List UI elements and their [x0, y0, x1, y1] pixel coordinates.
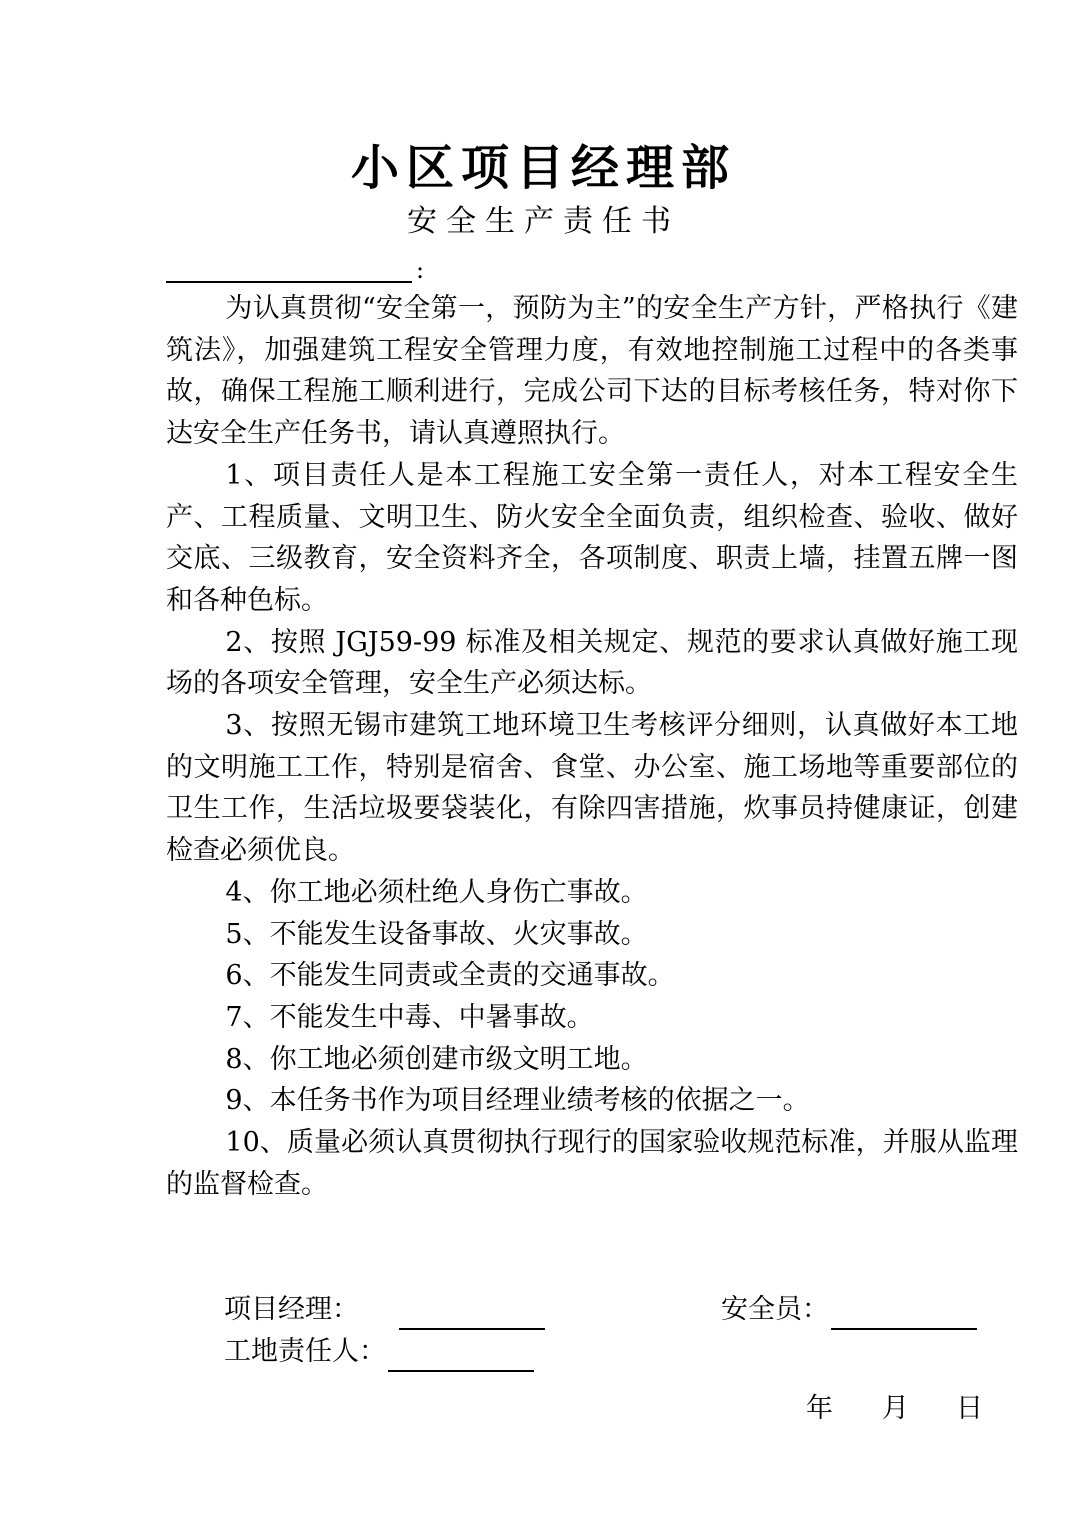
intro-paragraph: 为认真贯彻“安全第一，预防为主”的安全生产方针，严格执行《建筑法》，加强建筑工程安全管理力度，有效地控制施工过程中的各类事故，确保工程施工顺利进行，完成公司下达的目标考核任务，特对你下达安全生产任务书，请认真遵照执行。: [166, 293, 1018, 450]
project-manager-signature-line: [399, 1298, 545, 1330]
site-leader-label: 工地责任人：: [224, 1336, 386, 1367]
clause-5: 5、不能发生设备事故、火灾事故。: [225, 918, 648, 950]
clause-8: 8、你工地必须创建市级文明工地。: [225, 1043, 648, 1075]
addressee-colon: :: [416, 256, 425, 284]
clause-3: 3、按照无锡市建筑工地环境卫生考核评分细则，认真做好本工地的文明施工工作，特别是宿舍、食堂、办公室、施工场地等重要部位的卫生工作，生活垃圾要袋装化，有除四害措施，炊事员持健康证，创建检查必须优良。: [166, 710, 1018, 867]
document-title: 小区项目经理部: [350, 140, 736, 196]
signature-row-1: [224, 1290, 977, 1330]
project-manager-label: 项目经理：: [224, 1294, 359, 1325]
date-day: 日: [956, 1393, 983, 1424]
clause-6: 6、不能发生同责或全责的交通事故。: [225, 960, 675, 992]
clause-1: 1、项目责任人是本工程施工安全第一责任人，对本工程安全生产、工程质量、文明卫生、防火安全全面负责，组织检查、验收、做好交底、三级教育，安全资料齐全，各项制度、职责上墙，挂置五牌一图和各种色标。: [166, 459, 1018, 616]
date-month: 月: [882, 1393, 909, 1424]
document-body: [166, 288, 1018, 1205]
site-leader-signature-line: [388, 1340, 534, 1372]
signature-row-2: [224, 1332, 534, 1372]
addressee-blank-line: [166, 255, 412, 283]
clause-7: 7、不能发生中毒、中暑事故。: [225, 1001, 594, 1033]
clause-10: 10、质量必须认真贯彻执行现行的国家验收规范标准，并服从监理的监督检查。: [166, 1127, 1018, 1200]
safety-officer-signature-line: [831, 1298, 977, 1330]
date-line: [806, 1389, 983, 1429]
document-subtitle: 安全生产责任书: [407, 204, 680, 239]
date-year: 年: [806, 1393, 833, 1424]
addressee-field: [166, 253, 424, 283]
safety-officer-label: 安全员：: [721, 1294, 829, 1325]
clause-9: 9、本任务书作为项目经理业绩考核的依据之一。: [225, 1085, 810, 1117]
clause-2: 2、按照 JGJ59-99 标准及相关规定、规范的要求认真做好施工现场的各项安全管理，安全生产必须达标。: [166, 626, 1018, 700]
clause-4: 4、你工地必须杜绝人身伤亡事故。: [225, 876, 648, 908]
